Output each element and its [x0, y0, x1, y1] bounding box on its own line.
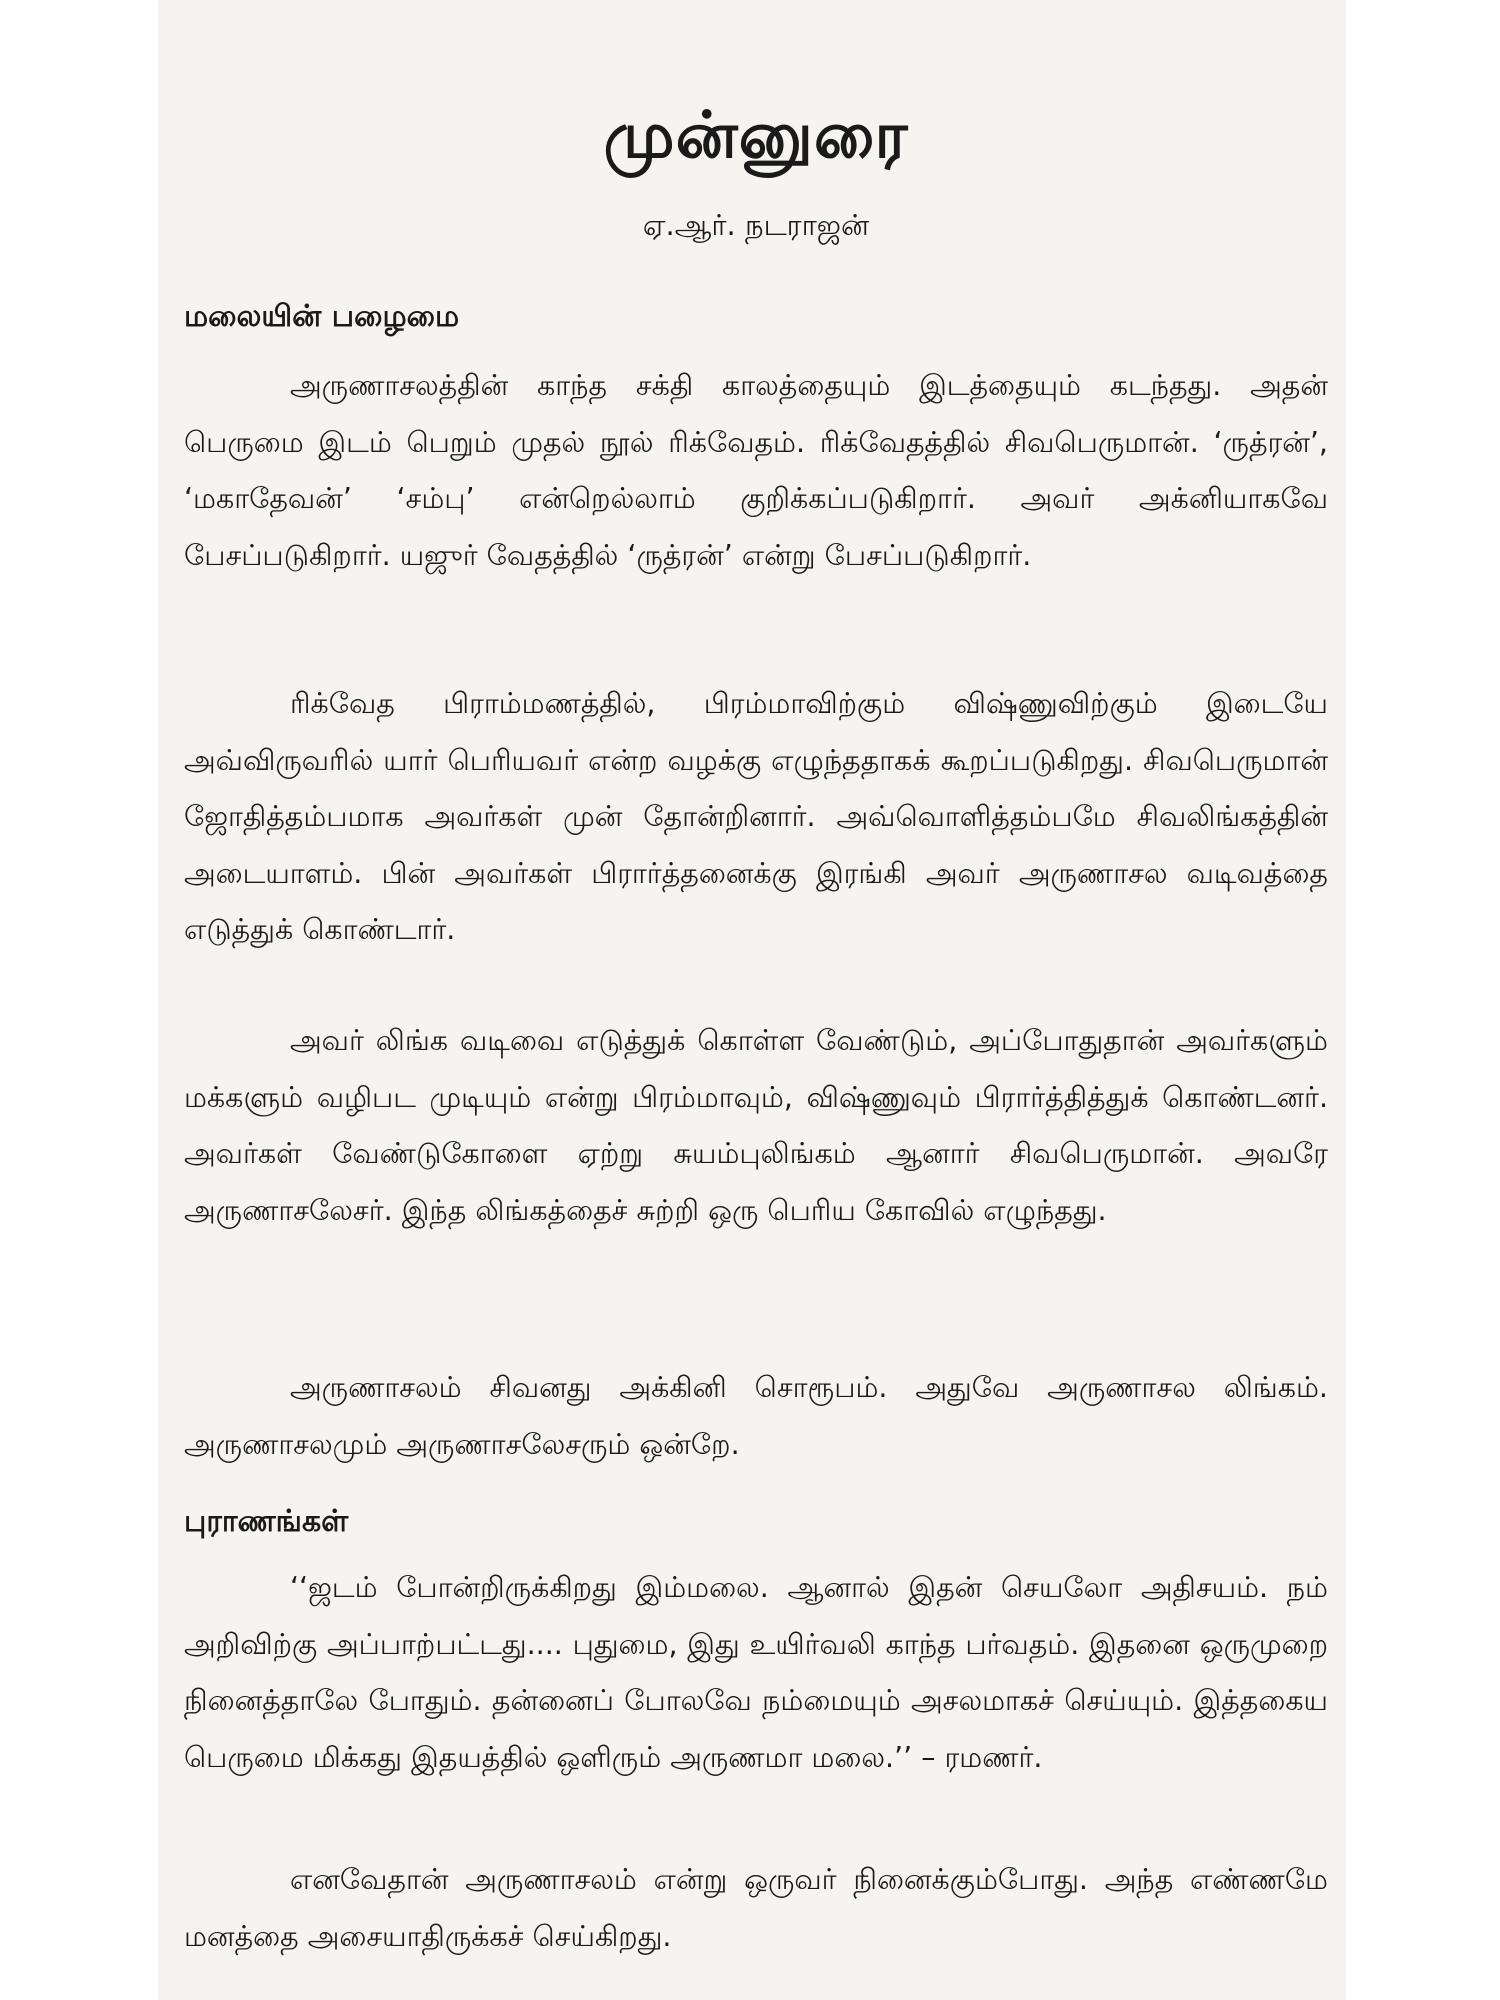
section-heading-antiquity: மலையின் பழைமை [184, 299, 460, 334]
paragraph-4: அருணாசலம் சிவனது அக்கினி சொரூபம். அதுவே அருணாசல லிங்கம். அருணாசலமும் அருணாசலேசரும் ஒன்றே. [184, 1371, 1328, 1461]
section-heading-puranas: புராணங்கள் [184, 1504, 349, 1539]
page-title: முன்னுரை [603, 99, 909, 173]
paragraph-3: அவர் லிங்க வடிவை எடுத்துக் கொள்ள வேண்டும், அப்போதுதான் அவர்களும் மக்களும் வழிபட முடியும் என்று பிரம்மாவும், விஷ்ணுவும் பிரார்த்தித்துக் கொண்டனர். அவர்கள் வேண்டுகோளை ஏற்று சுயம்புலிங்கம் ஆனார் சிவபெருமான். அவரே அருணாசலேசர். இந்த லிங்கத்தைச் சுற்றி ஒரு பெரிய கோவில் எழுந்தது. [184, 1024, 1328, 1227]
paragraph-2: ரிக்வேத பிராம்மணத்தில், பிரம்மாவிற்கும் விஷ்ணுவிற்கும் இடையே அவ்விருவரில் யார் பெரியவர் என்ற வழக்கு எழுந்ததாகக் கூறப்படுகிறது. சிவபெருமான் ஜோதித்தம்பமாக அவர்கள் முன் தோன்றினார். அவ்வொளித்தம்பமே சிவலிங்கத்தின் அடையாளம். பின் அவர்கள் பிரார்த்தனைக்கு இரங்கி அவர் அருணாசல வடிவத்தை எடுத்துக் கொண்டார். [184, 687, 1328, 946]
author-name: ஏ.ஆர். நடராஜன் [642, 208, 870, 242]
paragraph-1: அருணாசலத்தின் காந்த சக்தி காலத்தையும் இடத்தையும் கடந்தது. அதன் பெருமை இடம் பெறும் முதல் நூல் ரிக்வேதம். ரிக்வேதத்தில் சிவபெருமான். ‘ருத்ரன்’, ‘மகாதேவன்’ ‘சம்பு’ என்றெல்லாம் குறிக்கப்படுகிறார். அவர் அக்னியாகவே பேசப்படுகிறார். யஜுர் வேதத்தில் ‘ருத்ரன்’ என்று பேசப்படுகிறார். [184, 369, 1328, 572]
paragraph-6: எனவேதான் அருணாசலம் என்று ஒருவர் நினைக்கும்போது. அந்த எண்ணமே மனத்தை அசையாதிருக்கச் செய்கிறது. [184, 1863, 1328, 1953]
paragraph-5: ‘‘ஜடம் போன்றிருக்கிறது இம்மலை. ஆனால் இதன் செயலோ அதிசயம். நம் அறிவிற்கு அப்பாற்பட்டது.... புதுமை, இது உயிர்வலி காந்த பர்வதம். இதனை ஒருமுறை நினைத்தாலே போதும். தன்னைப் போலவே நம்மையும் அசலமாகச் செய்யும். இத்தகைய பெருமை மிக்கது இதயத்தில் ஒளிரும் அருணமா மலை.’’ – ரமணர். [184, 1571, 1328, 1774]
